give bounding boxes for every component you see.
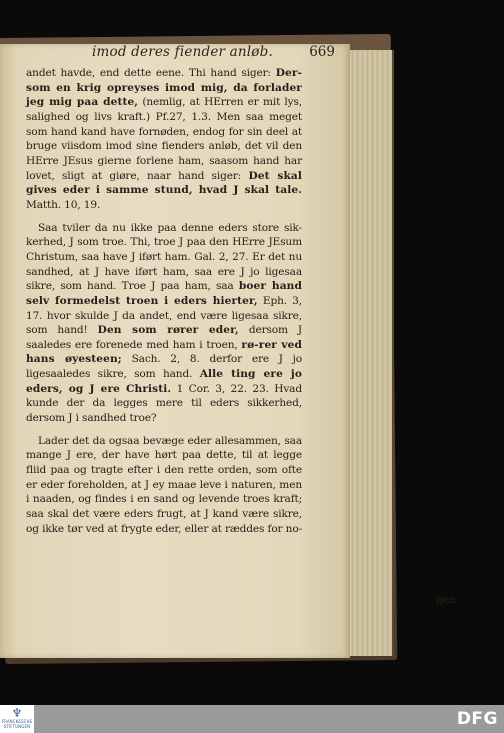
text-run: andet havde, end dette eene. Thi hand siger: — [26, 67, 276, 79]
paragraph — [26, 221, 302, 426]
text-run: Eph. 3, 17. hvor skulde J da andet, end være ligesaa sikre, som hand! — [26, 294, 302, 337]
text-run: Lader det da ogsaa bevæge eder allesammen, saa mange J ere, der have hørt paa dette, til at legge fliid paa og tragte efter i den rette orden, som ofte er eder foreholden, at J ey maae leve i naturen, men i naaden, og findes i en sand og levende troes kraft; saa skal det være eders frugt, at J kand være sikre, og ikke tør ved at frygte eder, eller at ræddes for no- — [26, 434, 303, 535]
emphasized-text: boer hand selv formedelst troen i eders hierter, — [26, 280, 302, 307]
text-run: 1 Cor. 3, 22. 23. Hvad kunde der da legges mere til eders sikkerhed, dersom J i sandhed troe? — [26, 382, 302, 425]
text-run: Saa tviler da nu ikke paa denne eders store sik-kerhed, J som troe. Thi, troe J paa den HErre JEsum Christum, saa have J iført ham. Gal. 2, 27. Er det nu sandhed, at J have iført ham, saa ere J jo ligesaa sikre, som hand. Troe J paa ham, saa — [26, 221, 302, 293]
paragraph — [26, 434, 302, 537]
library-logo[interactable] — [0, 705, 34, 733]
body-text — [26, 66, 302, 536]
text-run: (nemlig, at HErren er mit lys, salighed og livs kraft.) Pf.27, 1.3. Men saa meget som hand kand have fornøden, endog for sin deel at bruge viisdom imod sine fienders anløb, det vil den HErre JEsus gierne forlene ham, saasom hand har lovet, sligt at giøre, naar hand siger: — [26, 96, 303, 182]
orphanage-emblem-icon: ♆ — [11, 706, 23, 720]
emphasized-text: Alle ting ere jo eders, og J ere Christi. — [26, 368, 302, 395]
text-run: Sach. 2, 8. derfor ere J jo ligesaaledes sikre, som hand. — [26, 353, 302, 381]
emphasized-text: Der-som en krig opreyses imod mig, da forlader jeg mig paa dette, — [26, 67, 302, 109]
emphasized-text: Det skal gives eder i samme stund, hvad J skal tale. — [26, 169, 302, 197]
paragraph — [26, 66, 302, 213]
text-run: dersom J saaledes ere forenede med ham i troen, — [26, 324, 302, 351]
page-edges — [344, 50, 394, 656]
library-logo-text: FRANCKESCHE STIFTUNGEN — [1, 719, 33, 729]
page-number: 669 — [309, 44, 335, 60]
running-header — [60, 44, 335, 64]
emphasized-text: rø-rer ved hans øyesteen; — [26, 338, 302, 366]
catchword: gen — [436, 594, 456, 606]
emphasized-text: Den som rører eder, — [97, 324, 239, 337]
header-title: imod deres fiender anløb. — [92, 44, 273, 60]
viewer-footer — [0, 705, 504, 733]
text-run: Matth. 10, 19. — [26, 198, 101, 211]
dfg-logo[interactable]: DFG — [456, 709, 498, 729]
